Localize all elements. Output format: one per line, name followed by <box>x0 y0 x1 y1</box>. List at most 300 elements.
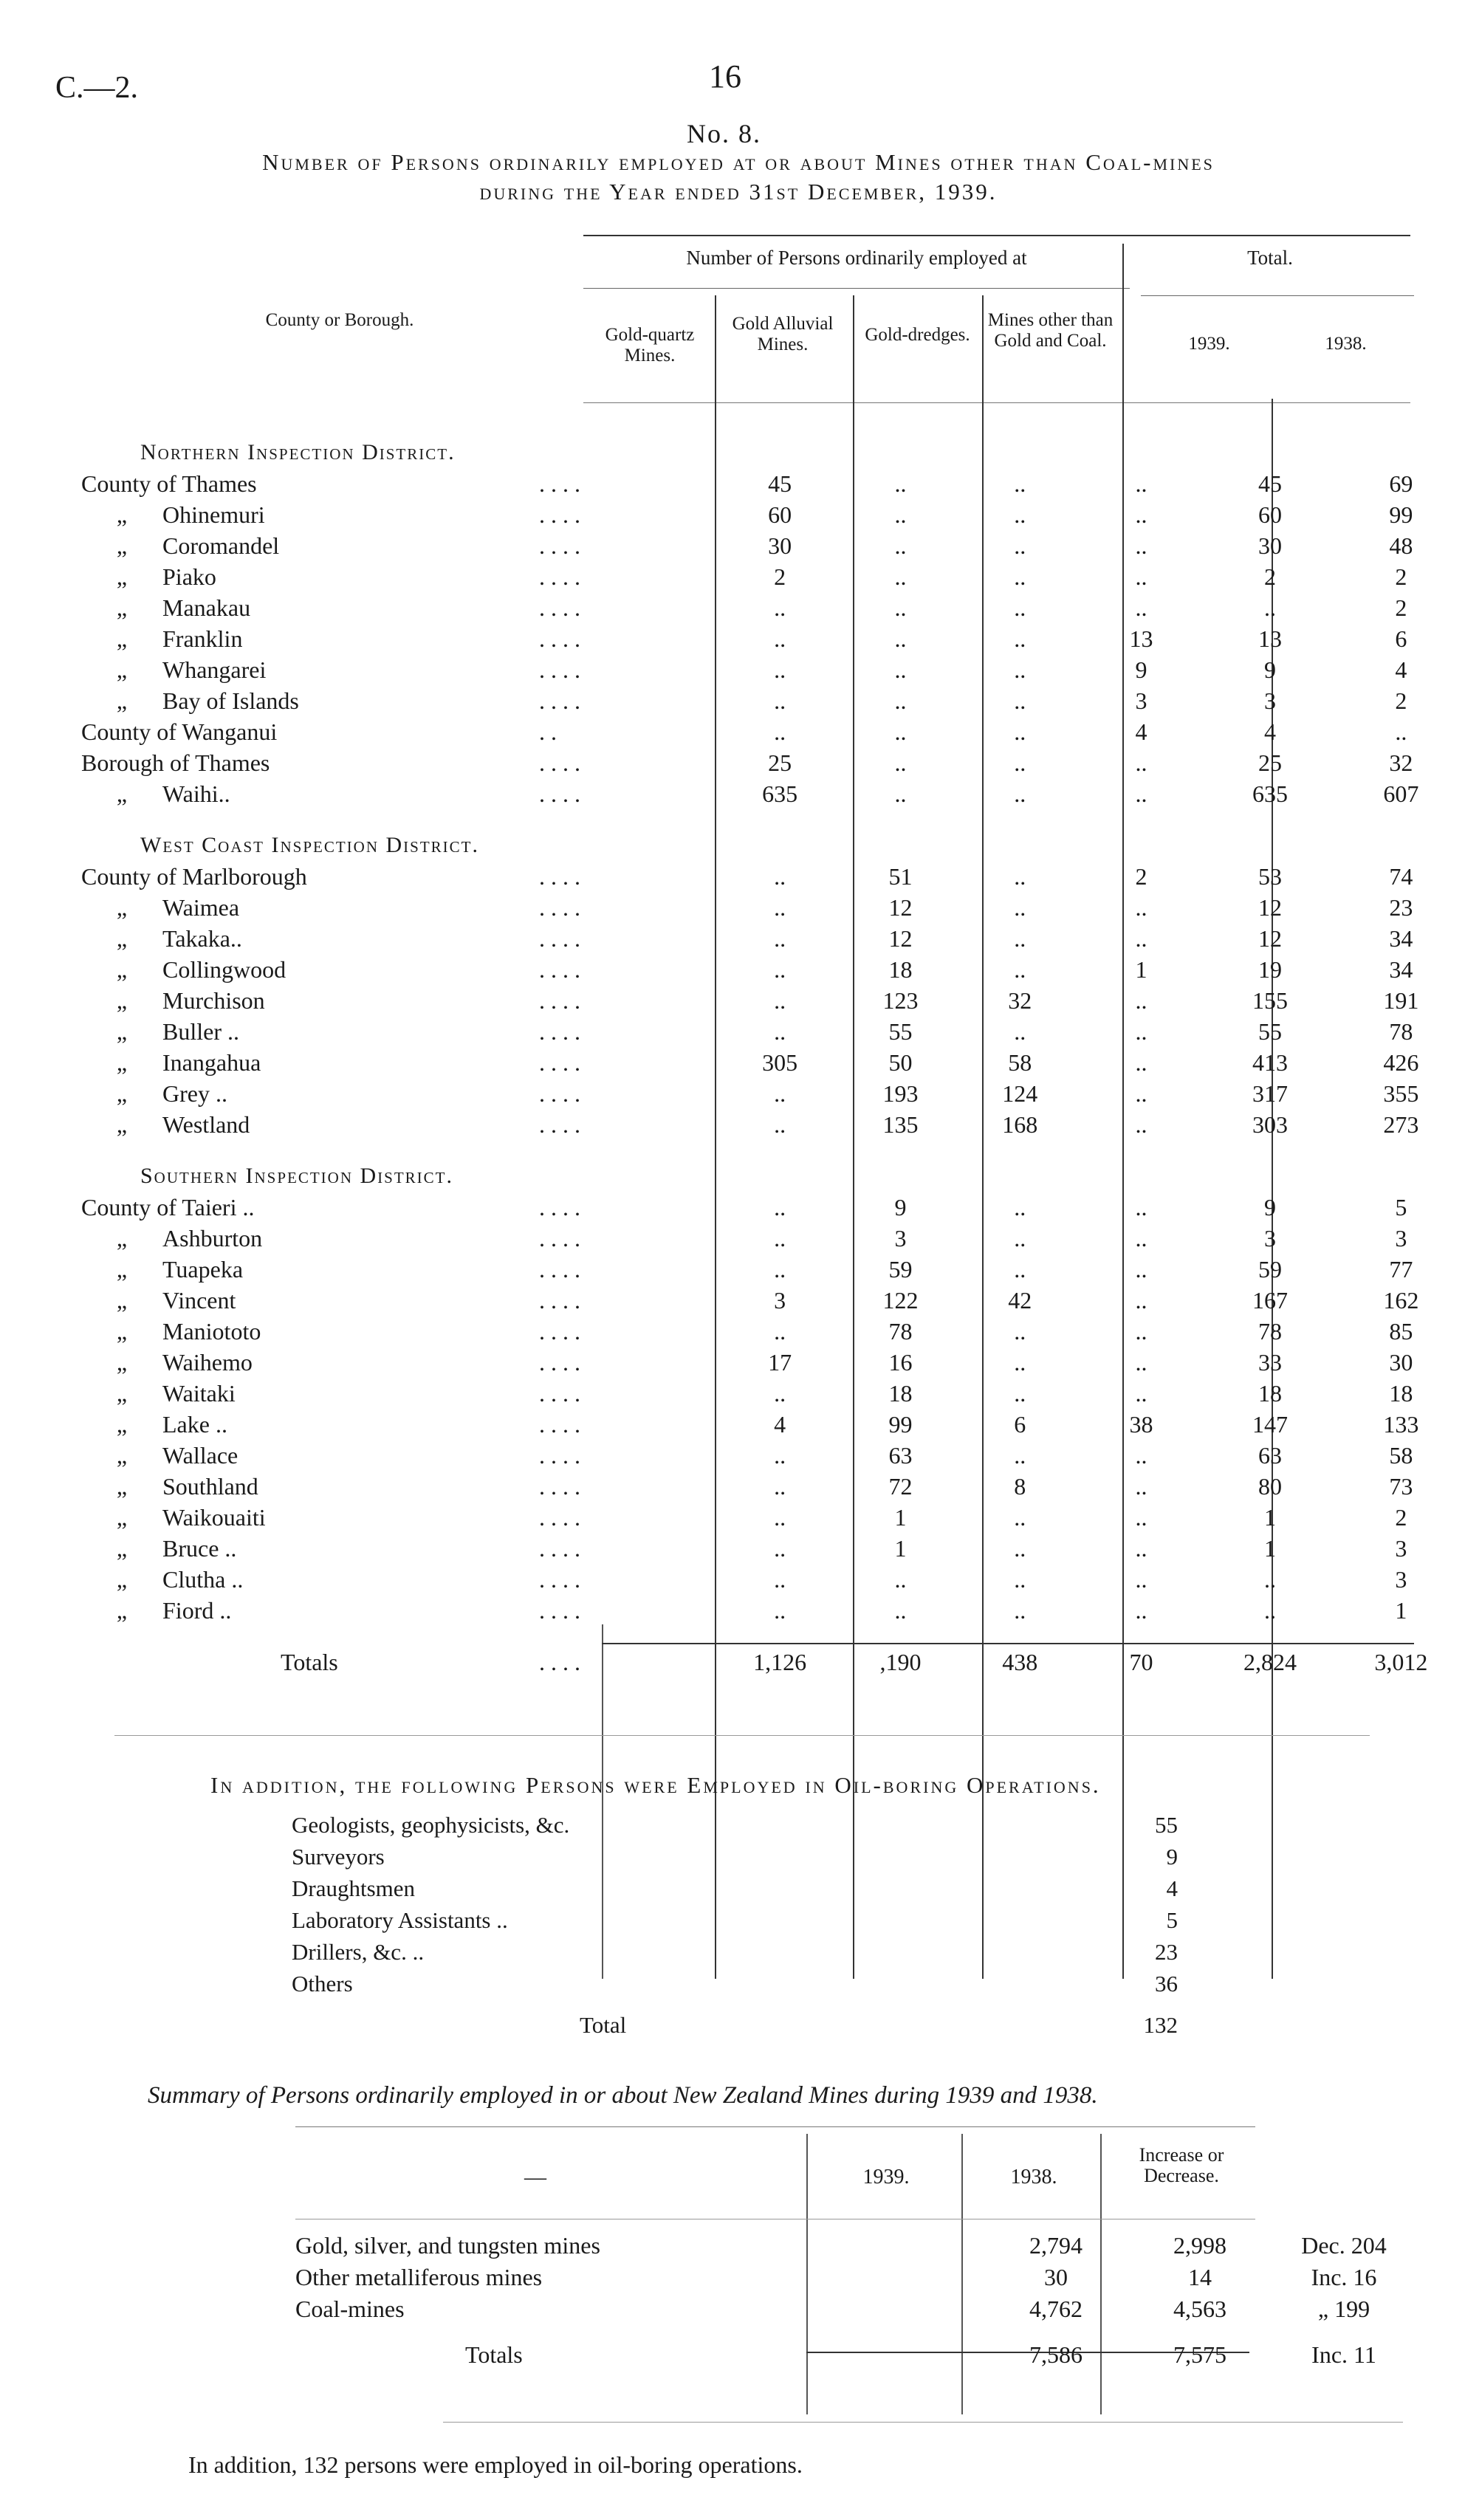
district-row <box>81 437 1465 468</box>
oil-row <box>292 1936 1178 1968</box>
value-cell: 147 <box>1252 1411 1288 1438</box>
ditto-mark: „ <box>116 501 128 528</box>
county-cell <box>81 1347 719 1378</box>
oil-boring-table <box>292 1809 1178 2051</box>
value-cell: .. <box>1135 1018 1147 1045</box>
value-cell: 193 <box>882 1080 919 1107</box>
ditto-mark: „ <box>116 987 128 1014</box>
value-cell: 9 <box>1263 656 1276 683</box>
leader-dots: . . . . <box>539 1411 580 1438</box>
value-cell: .. <box>774 987 786 1014</box>
value-cell: 78 <box>1389 1018 1413 1045</box>
value-cell: 413 <box>1252 1049 1288 1076</box>
value-cell: 155 <box>1252 987 1288 1014</box>
table-row <box>81 892 1465 923</box>
value-cell: 32 <box>1008 987 1032 1014</box>
value-cell: .. <box>774 1111 786 1138</box>
summary-header-1938: 1938. <box>1010 2166 1057 2188</box>
county-label: County of Marlborough <box>81 863 307 890</box>
leader-dots: . . . . <box>539 894 580 921</box>
leader-dots: . . . . <box>539 1473 580 1500</box>
value-cell: .. <box>1014 894 1026 921</box>
value-cell: 9 <box>1263 1194 1276 1220</box>
title-line-2: during the Year ended 31st December, 1939. <box>479 179 998 205</box>
county-label: Franklin <box>162 625 243 652</box>
spacer-cell <box>81 1140 1465 1161</box>
county-cell <box>81 1016 719 1047</box>
ditto-mark: „ <box>116 1473 128 1500</box>
county-cell <box>81 592 719 623</box>
value-cell: 6 <box>1395 625 1407 652</box>
county-label: Takaka.. <box>162 925 242 952</box>
value-cell: .. <box>774 1080 786 1107</box>
district-row <box>81 830 1465 861</box>
title-line-1: Number of Persons ordinarily employed at or about Mines other than Coal-mines <box>262 149 1215 175</box>
leader-dots: . . . . <box>539 1256 580 1283</box>
oil-value: 9 <box>1166 1843 1178 1870</box>
leader-dots: . . . . <box>539 1504 580 1531</box>
leader-dots: . . . . <box>539 1380 580 1407</box>
value-cell: 23 <box>1389 894 1413 921</box>
leader-dots: . . <box>539 718 557 745</box>
value-cell: .. <box>774 1504 786 1531</box>
county-cell <box>81 530 719 561</box>
county-label: Borough of Thames <box>81 749 270 776</box>
table-row <box>81 1047 1465 1078</box>
value-cell: .. <box>894 1566 907 1593</box>
oil-row <box>292 1841 1178 1872</box>
value-cell: 13 <box>1129 625 1153 652</box>
value-cell: 635 <box>762 780 798 807</box>
oil-label: Geologists, geophysicists, &c. <box>292 1811 570 1838</box>
value-cell: .. <box>1014 1318 1026 1345</box>
value-cell: .. <box>1135 1535 1147 1562</box>
county-cell <box>81 561 719 592</box>
value-cell: 2 <box>1395 1504 1407 1531</box>
county-label: Tuapeka <box>162 1256 244 1283</box>
value-cell: .. <box>894 718 907 745</box>
table-row <box>81 561 1465 592</box>
value-cell: .. <box>1014 718 1026 745</box>
summary-totals-row <box>295 2325 1418 2384</box>
table-row <box>81 1378 1465 1409</box>
value-cell: 73 <box>1389 1473 1413 1500</box>
value-cell: 1 <box>894 1535 907 1562</box>
value-cell: .. <box>1135 1080 1147 1107</box>
county-label: Waikouaiti <box>162 1504 266 1531</box>
col-gold-dredges: Gold-dredges. <box>865 325 970 345</box>
leader-dots: . . . . <box>539 687 580 714</box>
table-row <box>81 954 1465 985</box>
value-cell: 133 <box>1383 1411 1419 1438</box>
ditto-mark: „ <box>116 1256 128 1283</box>
value-cell: 426 <box>1383 1049 1419 1076</box>
oil-total-label: Total <box>580 2012 627 2038</box>
value-cell: 12 <box>888 925 913 952</box>
value-cell: .. <box>1014 749 1026 776</box>
leader-dots: . . . . <box>539 532 580 559</box>
value-cell: 34 <box>1389 956 1413 983</box>
summary-v1938: 7,575 <box>1173 2341 1226 2368</box>
county-label: Ohinemuri <box>162 501 265 528</box>
county-cell <box>81 468 719 499</box>
value-cell: 3 <box>774 1287 786 1314</box>
ditto-mark: „ <box>116 1504 128 1531</box>
summary-header-1939: 1939. <box>862 2166 910 2188</box>
value-cell: 58 <box>1389 1442 1413 1469</box>
county-cell <box>81 499 719 530</box>
value-cell: .. <box>774 594 786 621</box>
leader-dots: . . . . <box>539 656 580 683</box>
value-cell: 2 <box>1395 687 1407 714</box>
value-cell: 42 <box>1008 1287 1032 1314</box>
county-label: Waihemo <box>162 1349 253 1376</box>
table-row <box>81 1440 1465 1471</box>
value-cell: 122 <box>882 1287 919 1314</box>
ditto-mark: „ <box>116 1018 128 1045</box>
table-number: No. 8. <box>687 119 761 148</box>
leader-dots: . . . . <box>539 1111 580 1138</box>
table-row <box>81 1564 1465 1595</box>
table-row <box>81 923 1465 954</box>
oil-label: Others <box>292 1970 353 1997</box>
county-label: Vincent <box>162 1287 236 1314</box>
county-label: Clutha .. <box>162 1566 244 1593</box>
value-cell: 45 <box>1258 470 1282 497</box>
summary-header-blank: — <box>524 2165 546 2189</box>
value-cell: 59 <box>1258 1256 1282 1283</box>
value-cell: 78 <box>888 1318 913 1345</box>
value-cell: .. <box>1135 1504 1147 1531</box>
value-cell: 2 <box>1135 863 1147 890</box>
table-row <box>81 623 1465 654</box>
value-cell: 9 <box>894 1194 907 1220</box>
value-cell: 1 <box>1263 1535 1276 1562</box>
value-cell: .. <box>774 1225 786 1252</box>
value-cell: 4 <box>1395 656 1407 683</box>
value-cell: 19 <box>1258 956 1282 983</box>
totals-value: ,190 <box>879 1649 922 1675</box>
value-cell: 2 <box>1263 563 1276 590</box>
oil-row <box>292 1809 1178 1841</box>
value-cell: 99 <box>1389 501 1413 528</box>
oil-row <box>292 1872 1178 1904</box>
value-cell: 355 <box>1383 1080 1419 1107</box>
ditto-mark: „ <box>116 1111 128 1138</box>
totals-row <box>81 1647 1465 1678</box>
value-cell: .. <box>1014 656 1026 683</box>
value-cell: .. <box>1263 1597 1276 1624</box>
value-cell: 45 <box>768 470 792 497</box>
summary-v1939: 2,794 <box>1029 2232 1083 2259</box>
oil-row <box>292 1968 1178 1999</box>
county-cell <box>81 623 719 654</box>
value-cell: 635 <box>1252 780 1288 807</box>
leader-dots: . . . . <box>539 594 580 621</box>
ditto-mark: „ <box>116 1349 128 1376</box>
value-cell: 59 <box>888 1256 913 1283</box>
value-cell: 123 <box>882 987 919 1014</box>
ditto-mark: „ <box>116 925 128 952</box>
value-cell: .. <box>1135 1287 1147 1314</box>
value-cell: .. <box>774 1473 786 1500</box>
summary-change: Inc. 11 <box>1311 2341 1376 2368</box>
table-row <box>81 1409 1465 1440</box>
county-cell <box>81 1502 719 1533</box>
county-label: Murchison <box>162 987 265 1014</box>
oil-total-row <box>292 1999 1178 2051</box>
value-cell: .. <box>894 501 907 528</box>
summary-v1939: 30 <box>1044 2264 1068 2290</box>
value-cell: .. <box>1135 1566 1147 1593</box>
value-cell: .. <box>1014 501 1026 528</box>
value-cell: .. <box>1014 1225 1026 1252</box>
mines-table <box>81 437 1465 1678</box>
value-cell: 38 <box>1129 1411 1153 1438</box>
value-cell: 9 <box>1135 656 1147 683</box>
county-cell <box>81 1564 719 1595</box>
value-cell: 3 <box>1263 687 1276 714</box>
county-cell <box>81 1047 719 1078</box>
ditto-mark: „ <box>116 1287 128 1314</box>
value-cell: .. <box>1135 563 1147 590</box>
summary-change: Dec. 204 <box>1301 2232 1387 2259</box>
leader-dots: . . . . <box>539 470 580 497</box>
value-cell: 12 <box>1258 894 1282 921</box>
value-cell: 1 <box>1135 956 1147 983</box>
leader-dots: . . . . <box>539 863 580 890</box>
county-label: Ashburton <box>162 1225 263 1252</box>
ditto-mark: „ <box>116 894 128 921</box>
table-row <box>81 1223 1465 1254</box>
leader-dots: . . . . <box>539 1080 580 1107</box>
value-cell: .. <box>774 1566 786 1593</box>
ditto-mark: „ <box>116 1566 128 1593</box>
value-cell: 4 <box>1135 718 1147 745</box>
value-cell: .. <box>774 863 786 890</box>
spacer-cell <box>81 809 1465 830</box>
value-cell: .. <box>1135 780 1147 807</box>
table-row <box>81 1502 1465 1533</box>
summary-change: „ 199 <box>1317 2296 1370 2322</box>
ditto-mark: „ <box>116 1535 128 1562</box>
table-row <box>81 1285 1465 1316</box>
value-cell: 5 <box>1395 1194 1407 1220</box>
summary-change: Inc. 16 <box>1311 2264 1377 2290</box>
document-reference: C.—2. <box>55 71 139 105</box>
value-cell: .. <box>894 749 907 776</box>
value-cell: .. <box>774 1194 786 1220</box>
table-row <box>81 747 1465 778</box>
value-cell: 3 <box>1395 1535 1407 1562</box>
value-cell: 51 <box>888 863 913 890</box>
col-total-1939: 1939. <box>1188 334 1230 354</box>
ditto-mark: „ <box>116 532 128 559</box>
leader-dots: . . . . <box>539 1349 580 1376</box>
value-cell: 2 <box>774 563 786 590</box>
value-cell: 32 <box>1389 749 1413 776</box>
spacer-row <box>81 1140 1465 1161</box>
group-column-header: Number of Persons ordinarily employed at <box>686 247 1027 269</box>
value-cell: 80 <box>1258 1473 1282 1500</box>
county-label: Southland <box>162 1473 258 1500</box>
ditto-mark: „ <box>116 1049 128 1076</box>
value-cell: 30 <box>1258 532 1282 559</box>
value-cell: .. <box>774 1018 786 1045</box>
value-cell: .. <box>1014 1504 1026 1531</box>
value-cell: .. <box>1014 1380 1026 1407</box>
value-cell: .. <box>1135 749 1147 776</box>
value-cell: .. <box>774 925 786 952</box>
county-cell <box>81 985 719 1016</box>
ditto-mark: „ <box>116 780 128 807</box>
page-title <box>81 148 1396 207</box>
oil-value: 5 <box>1166 1906 1178 1933</box>
value-cell: 191 <box>1383 987 1419 1014</box>
county-label: Wallace <box>162 1442 239 1469</box>
value-cell: .. <box>894 563 907 590</box>
totals-label: Totals <box>281 1649 338 1675</box>
value-cell: .. <box>894 656 907 683</box>
county-cell <box>81 685 719 716</box>
value-cell: .. <box>1135 1194 1147 1220</box>
district-heading: Southern Inspection District. <box>140 1164 454 1188</box>
spacer-row <box>81 809 1465 830</box>
county-cell <box>81 1254 719 1285</box>
county-cell <box>81 1316 719 1347</box>
value-cell: 63 <box>1258 1442 1282 1469</box>
ditto-mark: „ <box>116 1318 128 1345</box>
value-cell: .. <box>894 532 907 559</box>
value-cell: .. <box>774 656 786 683</box>
leader-dots: . . . . <box>539 1649 580 1675</box>
value-cell: 3 <box>1135 687 1147 714</box>
table-row <box>81 1192 1465 1223</box>
summary-row <box>295 2293 1418 2325</box>
totals-value: 2,824 <box>1243 1649 1297 1675</box>
table-row <box>81 592 1465 623</box>
value-cell: 18 <box>1389 1380 1413 1407</box>
summary-v1939: 7,586 <box>1029 2341 1083 2368</box>
ditto-mark: „ <box>116 656 128 683</box>
value-cell: .. <box>774 1318 786 1345</box>
county-cell <box>81 1378 719 1409</box>
oil-row <box>292 1904 1178 1936</box>
county-label: Whangarei <box>162 656 267 683</box>
leader-dots: . . . . <box>539 1018 580 1045</box>
value-cell: 167 <box>1252 1287 1288 1314</box>
ditto-mark: „ <box>116 625 128 652</box>
county-cell <box>81 716 719 747</box>
value-cell: .. <box>1135 987 1147 1014</box>
header-top-rule <box>583 235 1410 236</box>
leader-dots: . . . . <box>539 1287 580 1314</box>
county-label: Waitaki <box>162 1380 236 1407</box>
value-cell: 273 <box>1383 1111 1419 1138</box>
county-label: County of Thames <box>81 470 257 497</box>
table-row <box>81 685 1465 716</box>
value-cell: 60 <box>1258 501 1282 528</box>
leader-dots: . . . . <box>539 1225 580 1252</box>
value-cell: .. <box>894 470 907 497</box>
value-cell: 317 <box>1252 1080 1288 1107</box>
value-cell: 1 <box>1395 1597 1407 1624</box>
value-cell: .. <box>1135 894 1147 921</box>
county-cell <box>81 654 719 685</box>
table-row <box>81 468 1465 499</box>
value-cell: 25 <box>768 749 792 776</box>
county-label: Manakau <box>162 594 251 621</box>
value-cell: 17 <box>768 1349 792 1376</box>
totals-value: 1,126 <box>753 1649 807 1675</box>
value-cell: 4 <box>774 1411 786 1438</box>
county-column-header: County or Borough. <box>265 310 414 330</box>
value-cell: .. <box>1135 1318 1147 1345</box>
ditto-mark: „ <box>116 1380 128 1407</box>
county-cell <box>81 954 719 985</box>
value-cell: .. <box>894 1597 907 1624</box>
ditto-mark: „ <box>116 1411 128 1438</box>
county-label: Lake .. <box>162 1411 227 1438</box>
value-cell: .. <box>1014 594 1026 621</box>
county-cell <box>81 1078 719 1109</box>
value-cell: 85 <box>1389 1318 1413 1345</box>
value-cell: .. <box>774 1380 786 1407</box>
value-cell: .. <box>1014 563 1026 590</box>
value-cell: 99 <box>888 1411 913 1438</box>
county-label: Maniototo <box>162 1318 261 1345</box>
ditto-mark: „ <box>116 1080 128 1107</box>
value-cell: .. <box>1014 1442 1026 1469</box>
oil-value: 23 <box>1155 1938 1178 1965</box>
section-separator <box>114 1735 1370 1736</box>
value-cell: 72 <box>888 1473 913 1500</box>
table-row <box>81 1078 1465 1109</box>
summary-v1938: 4,563 <box>1173 2296 1226 2322</box>
value-cell: .. <box>774 956 786 983</box>
summary-row <box>295 2262 1418 2293</box>
value-cell: 8 <box>1014 1473 1026 1500</box>
leader-dots: . . . . <box>539 1566 580 1593</box>
county-cell <box>81 1533 719 1564</box>
value-cell: 63 <box>888 1442 913 1469</box>
table-row <box>81 1471 1465 1502</box>
value-cell: .. <box>1014 956 1026 983</box>
oil-value: 36 <box>1155 1970 1178 1997</box>
ditto-mark: „ <box>116 956 128 983</box>
value-cell: 50 <box>888 1049 913 1076</box>
value-cell: 607 <box>1383 780 1419 807</box>
county-label: Waihi.. <box>162 780 230 807</box>
value-cell: .. <box>1014 780 1026 807</box>
county-cell <box>81 1440 719 1471</box>
ditto-mark: „ <box>116 1597 128 1624</box>
value-cell: .. <box>1014 925 1026 952</box>
value-cell: 18 <box>1258 1380 1282 1407</box>
value-cell: .. <box>1135 501 1147 528</box>
table-row <box>81 778 1465 809</box>
totals-label-cell <box>81 1647 719 1678</box>
value-cell: .. <box>1014 1566 1026 1593</box>
value-cell: .. <box>1014 687 1026 714</box>
county-cell <box>81 923 719 954</box>
value-cell: .. <box>774 1597 786 1624</box>
value-cell: 30 <box>1389 1349 1413 1376</box>
value-cell: .. <box>1014 1349 1026 1376</box>
value-cell: .. <box>774 687 786 714</box>
oil-label: Drillers, &c. .. <box>292 1938 425 1965</box>
value-cell: 18 <box>888 956 913 983</box>
